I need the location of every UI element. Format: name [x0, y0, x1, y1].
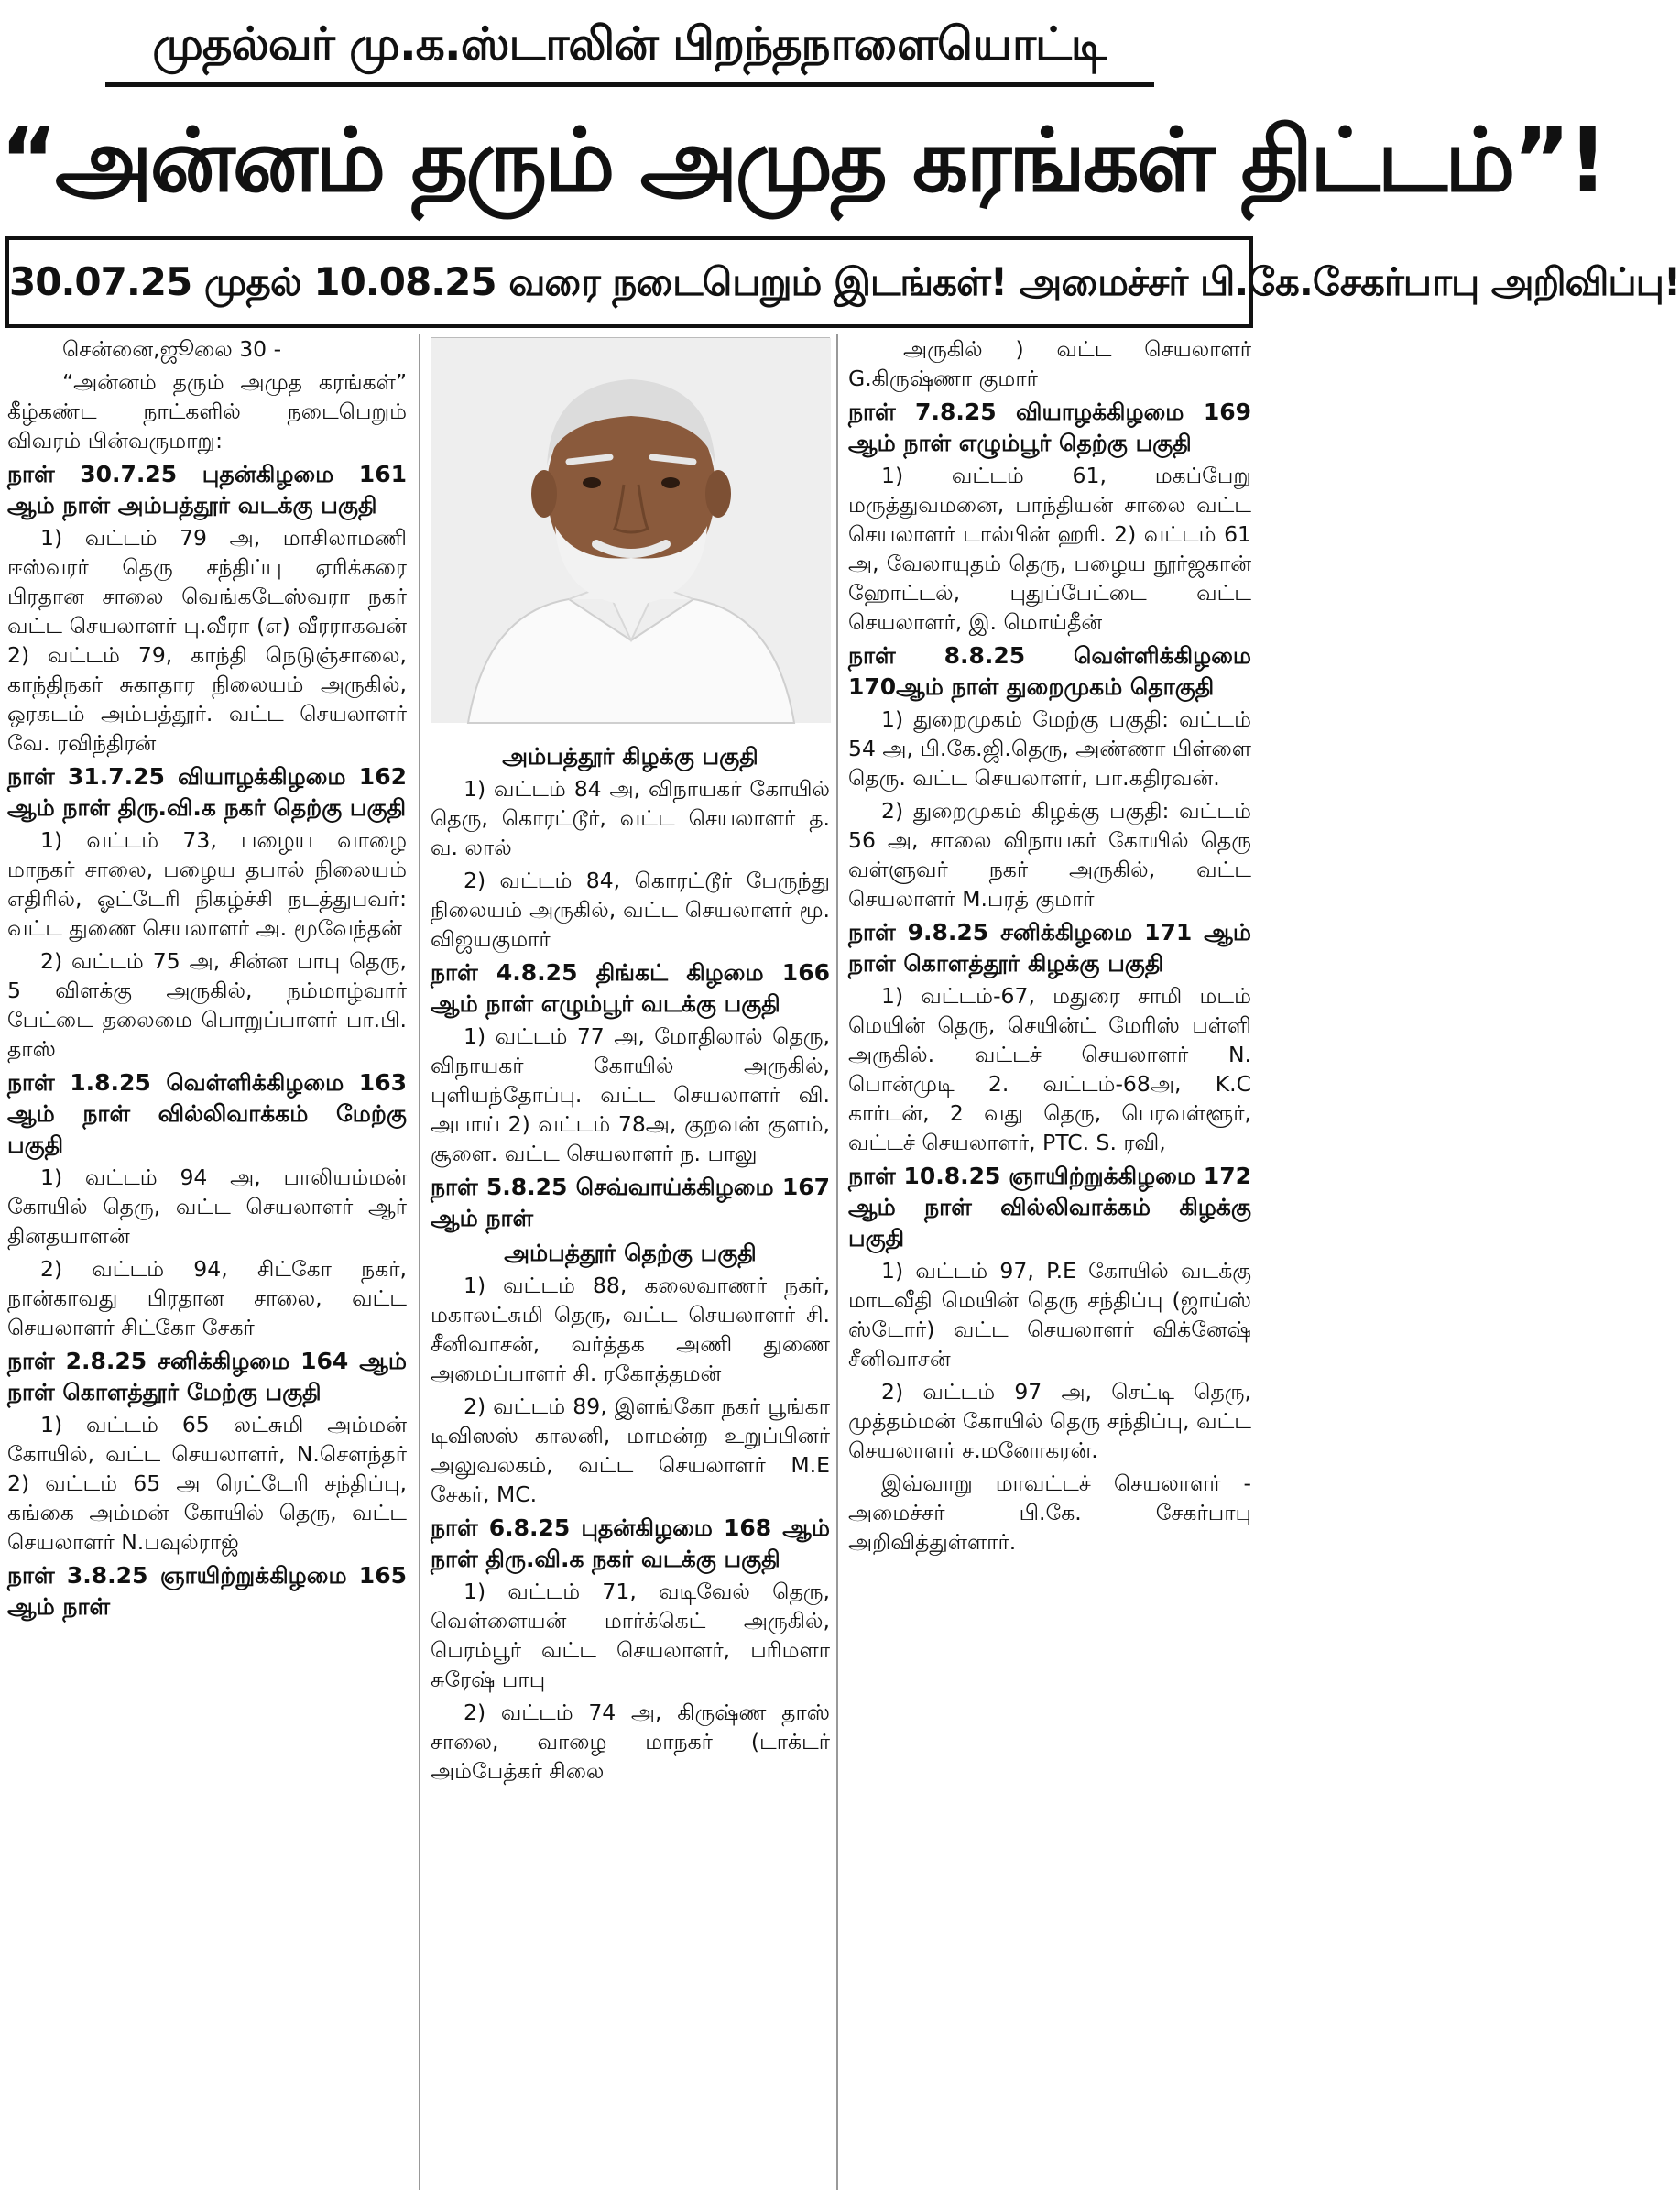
- entry-heading: நாள் 1.8.25 வெள்ளிக்கிழமை 163 ஆம் நாள் வில்லிவாக்கம் மேற்கு பகுதி: [7, 1069, 407, 1158]
- entry-heading: நாள் 31.7.25 வியாழக்கிழமை 162 ஆம் நாள் திரு.வி.க நகர் தெற்கு பகுதி: [7, 763, 407, 821]
- headline: “அன்னம் தரும் அமுத கரங்கள் திட்டம்”!: [0, 109, 1606, 212]
- kicker-line: முதல்வர் மு.க.ஸ்டாலின் பிறந்தநாளையொட்டி: [152, 17, 1107, 71]
- entry-paragraph: அருகில் ) வட்ட செயலாளர் G.கிருஷ்ணா குமார்: [848, 336, 1251, 391]
- entry-paragraph: 1) வட்டம் 61, மகப்பேறு மருத்துவமனை, பாந்தியன் சாலை வட்ட செயலாளர் டால்பின் ஹரி. 2) வட்டம் 61 அ, வேலாயுதம் தெரு, பழைய நூர்ஜகான் ஹோட்டல், புதுப்பேட்டை வட்ட செயலாளர், இ. மொய்தீன்: [848, 463, 1251, 635]
- closing-paragraph: இவ்வாறு மாவட்டச் செயலாளர் - அமைச்சர் பி.கே. சேகர்பாபு அறிவித்துள்ளார்.: [848, 1470, 1251, 1555]
- entry-paragraph: 2) வட்டம் 89, இளங்கோ நகர் பூங்கா டிவிஸஸ் காலனி, மாமன்ற உறுப்பினர் அலுவலகம், வட்ட செயலாளர் M.E சேகர், MC.: [431, 1394, 830, 1507]
- portrait-illustration: [431, 338, 831, 723]
- subhead-box: 30.07.25 முதல் 10.08.25 வரை நடைபெறும் இடங்கள்! அமைச்சர் பி.கே.சேகர்பாபு அறிவிப்பு!: [5, 236, 1253, 328]
- intro-paragraph: “அன்னம் தரும் அமுத கரங்கள்” கீழ்கண்ட நாட்களில் நடைபெறும் விவரம் பின்வருமாறு:: [7, 369, 407, 454]
- entry-heading: நாள் 6.8.25 புதன்கிழமை 168 ஆம் நாள் திரு.வி.க நகர் வடக்கு பகுதி: [431, 1514, 830, 1572]
- entry-heading: நாள் 8.8.25 வெள்ளிக்கிழமை 170ஆம் நாள் துறைமுகம் தொகுதி: [848, 642, 1251, 700]
- entry-paragraph: 1) வட்டம் 84 அ, விநாயகர் கோயில் தெரு, கொரட்டூர், வட்ட செயலாளர் த. வ. லால்: [431, 776, 830, 860]
- column-2: [431, 738, 830, 2190]
- portrait-photo: [431, 337, 830, 722]
- entry-heading: நாள் 2.8.25 சனிக்கிழமை 164 ஆம் நாள் கொளத்தூர் மேற்கு பகுதி: [7, 1348, 407, 1405]
- entry-paragraph: 2) துறைமுகம் கிழக்கு பகுதி: வட்டம் 56 அ, சாலை விநாயகர் கோயில் தெரு வள்ளுவர் நகர் அருகில், வட்ட செயலாளர் M.பரத் குமார்: [848, 798, 1251, 912]
- entry-heading: நாள் 5.8.25 செவ்வாய்க்கிழமை 167 ஆம் நாள்: [431, 1174, 830, 1231]
- entry-paragraph: 2) வட்டம் 84, கொரட்டூர் பேருந்து நிலையம் அருகில், வட்ட செயலாளர் மூ. விஜயகுமார்: [431, 868, 830, 952]
- entry-heading: நாள் 30.7.25 புதன்கிழமை 161 ஆம் நாள் அம்பத்தூர் வடக்கு பகுதி: [7, 461, 407, 519]
- entry-paragraph: 1) வட்டம் 79 அ, மாசிலாமணி ஈஸ்வரர் தெரு சந்திப்பு ஏரிக்கரை பிரதான சாலை வெங்கடேஸ்வரா நகர் வட்ட செயலாளர் பு.வீரா (எ) வீரராகவன் 2) வட்டம் 79, காந்தி நெடுஞ்சாலை, காந்திநகர் சுகாதார நிலையம் அருகில், ஒரகடம் அம்பத்தூர். வட்ட செயலாளர் வே. ரவிந்திரன்: [7, 525, 407, 756]
- kicker-underline: [105, 82, 1154, 87]
- entry-paragraph: 1) வட்டம் 77 அ, மோதிலால் தெரு, விநாயகர் கோயில் அருகில், புளியந்தோப்பு. வட்ட செயலாளர் வி. அபாய் 2) வட்டம் 78அ, குறவன் குளம், சூளை. வட்ட செயலாளர் ந. பாலு: [431, 1023, 830, 1166]
- entry-paragraph: 1) வட்டம் 94 அ, பாலியம்மன் கோயில் தெரு, வட்ட செயலாளர் ஆர் தினதயாளன்: [7, 1164, 407, 1249]
- entry-paragraph: 2) வட்டம் 74 அ, கிருஷ்ண தாஸ் சாலை, வாழை மாநகர் (டாக்டர் அம்பேத்கர் சிலை: [431, 1700, 830, 1784]
- entry-heading: நாள் 4.8.25 திங்கட் கிழமை 166 ஆம் நாள் எழும்பூர் வடக்கு பகுதி: [431, 959, 830, 1017]
- column-3: [848, 334, 1251, 2190]
- entry-heading: நாள் 10.8.25 ஞாயிற்றுக்கிழமை 172 ஆம் நாள் வில்லிவாக்கம் கிழக்கு பகுதி: [848, 1163, 1251, 1252]
- entry-heading: நாள் 7.8.25 வியாழக்கிழமை 169 ஆம் நாள் எழும்பூர் தெற்கு பகுதி: [848, 399, 1251, 456]
- entry-paragraph: 1) வட்டம் 73, பழைய வாழை மாநகர் சாலை, பழைய தபால் நிலையம் எதிரில், ஓட்டேரி நிகழ்ச்சி நடத்துபவர்: வட்ட துணை செயலாளர் அ. மூவேந்தன்: [7, 827, 407, 941]
- entry-paragraph: 1) வட்டம் 71, வடிவேல் தெரு, வெள்ளையன் மார்க்கெட் அருகில், பெரம்பூர் வட்ட செயலாளர், பரிமளா சுரேஷ் பாபு: [431, 1579, 830, 1692]
- column-divider-1: [419, 334, 420, 2190]
- entry-paragraph: 2) வட்டம் 97 அ, செட்டி தெரு, முத்தம்மன் கோயில் தெரு சந்திப்பு, வட்ட செயலாளர் ச.மனோகரன்.: [848, 1379, 1251, 1463]
- entry-paragraph: 2) வட்டம் 94, சிட்கோ நகர், நான்காவது பிரதான சாலை, வட்ட செயலாளர் சிட்கோ சேகர்: [7, 1256, 407, 1340]
- dateline: சென்னை,ஜூலை 30 -: [62, 336, 282, 362]
- entry-paragraph: 1) வட்டம்-67, மதுரை சாமி மடம் மெயின் தெரு, செயின்ட் மேரிஸ் பள்ளி அருகில். வட்டச் செயலாளர் N. பொன்முடி 2. வட்டம்-68அ, K.C கார்டன், 2 வது தெரு, பெரவள்ளூர், வட்டச் செயலாளர், PTC. S. ரவி,: [848, 983, 1251, 1155]
- entry-subheading: அம்பத்தூர் தெற்கு பகுதி: [504, 1240, 757, 1266]
- column-divider-2: [836, 334, 838, 2190]
- column-1: [7, 334, 407, 2190]
- entry-paragraph: 2) வட்டம் 75 அ, சின்ன பாபு தெரு, 5 விளக்கு அருகில், நம்மாழ்வார் பேட்டை தலைமை பொறுப்பாளர் பா.பி. தாஸ்: [7, 948, 407, 1062]
- entry-paragraph: 1) வட்டம் 88, கலைவாணர் நகர், மகாலட்சுமி தெரு, வட்ட செயலாளர் சி. சீனிவாசன், வர்த்தக அணி துணை அமைப்பாளர் சி. ரகோத்தமன்: [431, 1273, 830, 1386]
- entry-heading: அம்பத்தூர் கிழக்கு பகுதி: [502, 743, 758, 770]
- entry-heading: நாள் 3.8.25 ஞாயிற்றுக்கிழமை 165 ஆம் நாள்: [7, 1562, 407, 1620]
- entry-heading: நாள் 9.8.25 சனிக்கிழமை 171 ஆம் நாள் கொளத்தூர் கிழக்கு பகுதி: [848, 919, 1251, 977]
- entry-paragraph: 1) துறைமுகம் மேற்கு பகுதி: வட்டம் 54 அ, பி.கே.ஜி.தெரு, அண்ணா பிள்ளை தெரு. வட்ட செயலாளர், பா.கதிரவன்.: [848, 706, 1251, 791]
- entry-paragraph: 1) வட்டம் 97, P.E கோயில் வடக்கு மாடவீதி மெயின் தெரு சந்திப்பு (ஜாய்ஸ் ஸ்டோர்) வட்ட செயலாளர் விக்னேஷ் சீனிவாசன்: [848, 1258, 1251, 1372]
- entry-paragraph: 1) வட்டம் 65 லட்சுமி அம்மன் கோயில், வட்ட செயலாளர், N.சௌந்தர் 2) வட்டம் 65 அ ரெட்டேரி சந்திப்பு, கங்கை அம்மன் கோயில் தெரு, வட்ட செயலாளர் N.பவுல்ராஜ்: [7, 1412, 407, 1555]
